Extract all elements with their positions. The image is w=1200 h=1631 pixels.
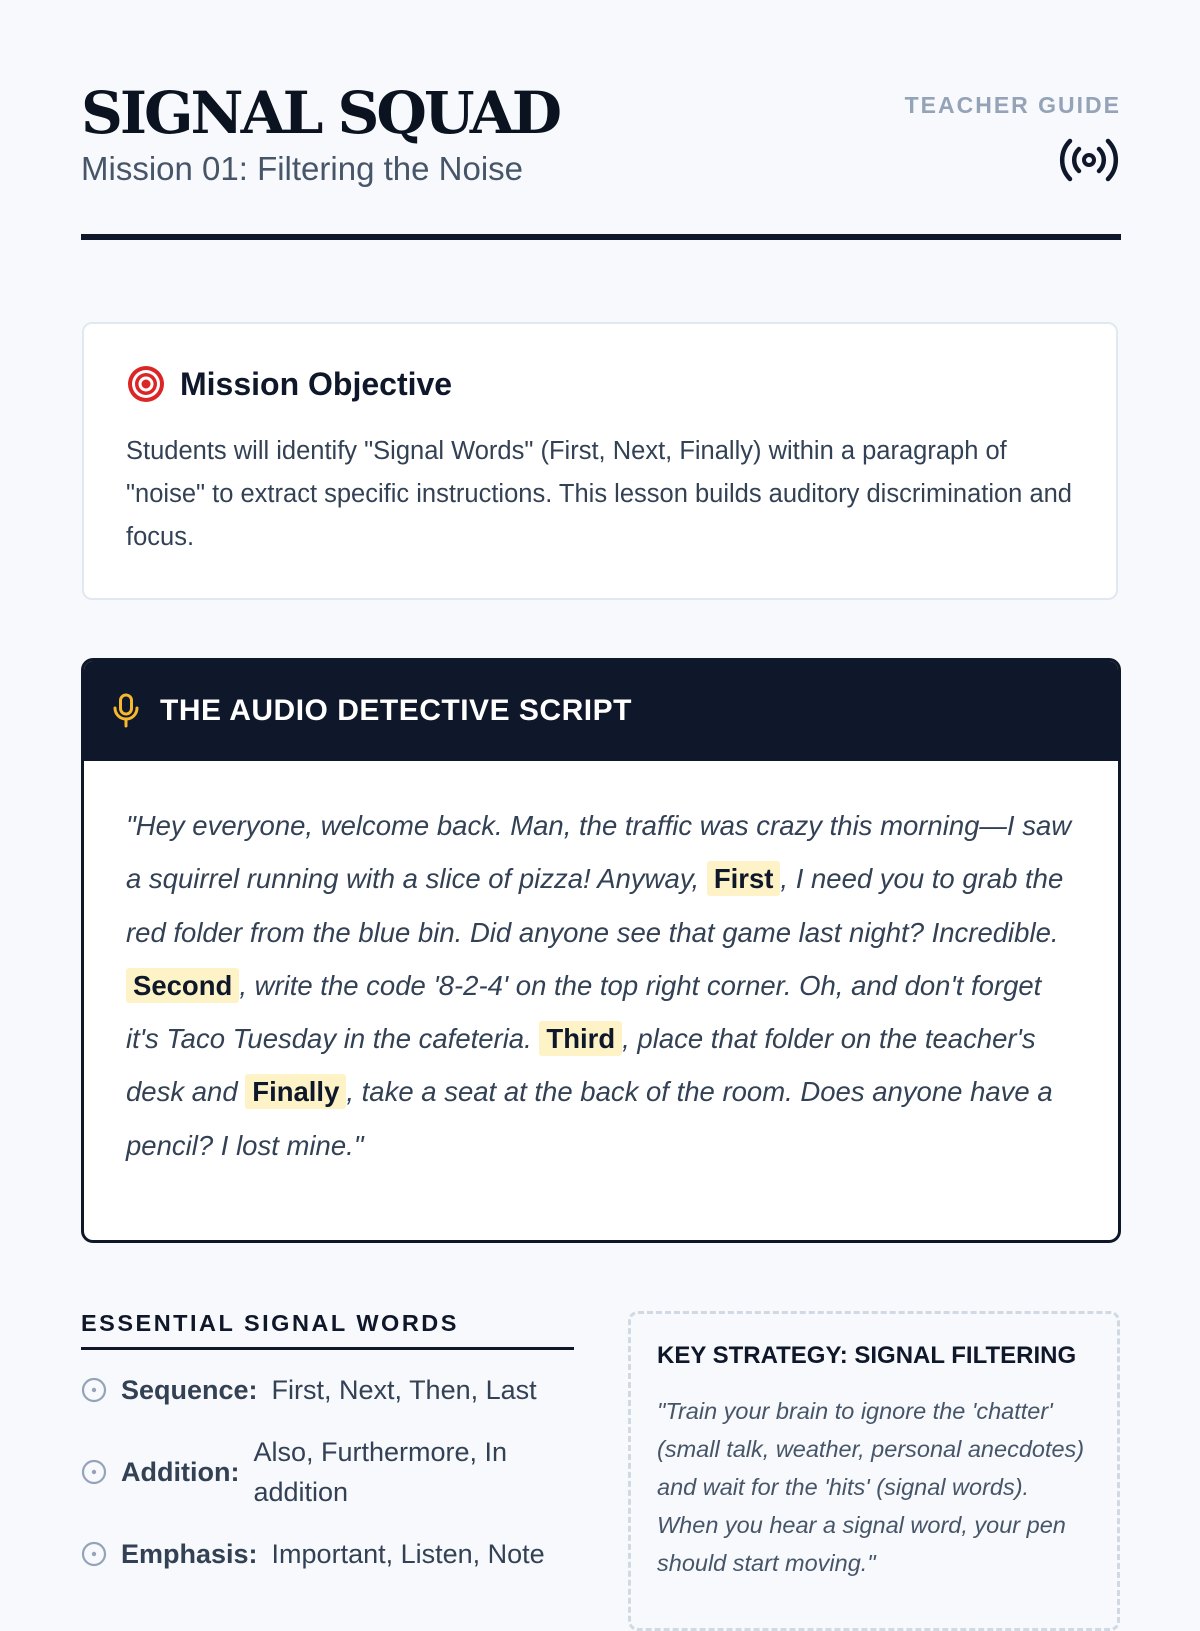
signal-word-highlight: First xyxy=(707,861,781,896)
signal-words-list xyxy=(81,1370,574,1574)
signal-word-highlight: Third xyxy=(539,1021,622,1056)
circle-dot-icon xyxy=(81,1459,107,1485)
header-divider xyxy=(81,234,1121,240)
script-noise-text: "Hey everyone, welcome back. Man, the traffic was crazy this morning—I saw a squirrel running with a slice of pizza! Anyway, xyxy=(126,810,1072,895)
mission-subtitle: Mission 01: Filtering the Noise xyxy=(81,150,524,187)
signal-category-label: Sequence: xyxy=(121,1374,258,1405)
target-icon xyxy=(126,364,166,404)
list-item xyxy=(81,1432,574,1512)
broadcast-icon xyxy=(1057,136,1121,184)
circle-dot-icon xyxy=(81,1377,107,1403)
strategy-title: KEY STRATEGY: SIGNAL FILTERING xyxy=(657,1342,1077,1369)
objective-header xyxy=(126,364,1074,404)
page-header xyxy=(81,79,1121,188)
script-noise-text: , write the code '8-2-4' on the top right corner. Oh, and don't forget it's Taco Tuesday in the cafeteria. xyxy=(126,969,1042,1055)
script-header xyxy=(84,661,1118,761)
signal-category-words: Also, Furthermore, In addition xyxy=(253,1437,508,1507)
circle-dot-icon xyxy=(81,1541,107,1567)
script-text xyxy=(84,761,1118,1172)
signal-words-title: ESSENTIAL SIGNAL WORDS xyxy=(81,1310,574,1350)
signal-category-words: First, Next, Then, Last xyxy=(271,1375,537,1405)
key-strategy-box xyxy=(628,1311,1120,1631)
strategy-quote: "Train your brain to ignore the 'chatter' (small talk, weather, personal anecdotes) and wait for the 'hits' (signal words). When you hear a signal word, your pen should start moving." xyxy=(657,1398,1085,1576)
brand-title: SIGNAL SQUAD xyxy=(81,79,560,147)
list-item xyxy=(81,1534,574,1574)
audio-script-panel xyxy=(81,658,1121,1243)
signal-words-section xyxy=(81,1310,574,1596)
signal-category-words: Important, Listen, Note xyxy=(271,1539,545,1569)
signal-word-highlight: Second xyxy=(126,968,239,1003)
microphone-icon xyxy=(112,693,140,729)
list-item xyxy=(81,1370,574,1410)
signal-category-label: Emphasis: xyxy=(121,1538,258,1569)
script-noise-text: , I need you to grab the red folder from the blue bin. Did anyone see that game last night? Incredible. xyxy=(126,863,1064,948)
script-title: THE AUDIO DETECTIVE SCRIPT xyxy=(160,694,632,727)
signal-category-label: Addition: xyxy=(121,1456,240,1487)
signal-word-highlight: Finally xyxy=(245,1074,346,1109)
objective-title: Mission Objective xyxy=(180,365,453,402)
objective-text: Students will identify "Signal Words" (First, Next, Finally) within a paragraph of "noise" to extract specific instructions. This lesson builds auditory discrimination and focus. xyxy=(126,437,1072,551)
mission-objective-card xyxy=(82,322,1118,600)
teacher-guide-label: TEACHER GUIDE xyxy=(904,92,1121,118)
script-noise-text: , take a seat at the back of the room. Does anyone have a pencil? I lost mine." xyxy=(126,1076,1053,1161)
script-noise-text: , place that folder on the teacher's desk and xyxy=(126,1023,1036,1108)
